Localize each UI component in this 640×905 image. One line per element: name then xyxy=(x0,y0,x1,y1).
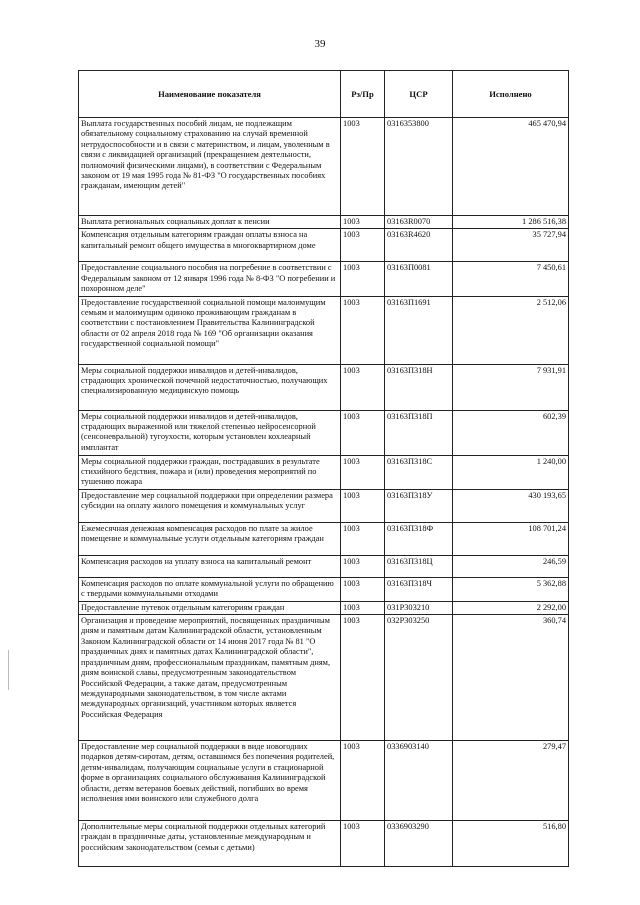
table-row xyxy=(79,741,569,821)
row-name: Ежемесячная денежная компенсация расходов по плате за жилое помещение и коммунальные услуги отдельным категориям граждан xyxy=(79,522,341,555)
table-row xyxy=(79,364,569,410)
row-name: Предоставление государственной социальной помощи малоимущим семьям и малоимущим одиноко проживающим гражданам в соответствии с постановлением Правительства Калининградской области от 02 апреля 2018 года № 169 "Об организации оказания государственной социальной помощи" xyxy=(79,296,341,364)
row-value: 7 450,61 xyxy=(453,262,569,296)
row-value: 360,74 xyxy=(453,615,569,741)
row-rz: 1003 xyxy=(341,229,385,262)
table-row xyxy=(79,555,569,577)
row-csr: 031Р303210 xyxy=(385,601,453,614)
table-row xyxy=(79,489,569,522)
row-value: 5 362,88 xyxy=(453,577,569,601)
row-rz: 1003 xyxy=(341,296,385,364)
header-rz: Рз/Пр xyxy=(341,71,385,118)
row-value: 7 931,91 xyxy=(453,364,569,410)
table-row xyxy=(79,296,569,364)
row-csr: 03163П318У xyxy=(385,489,453,522)
table-row xyxy=(79,522,569,555)
table-row xyxy=(79,615,569,741)
row-name: Дополнительные меры социальной поддержки отдельных категорий граждан в праздничные даты, установленные международным и российским законодательством (семьи с детьми) xyxy=(79,821,341,867)
row-name: Предоставление путевок отдельным категориям граждан xyxy=(79,601,341,614)
table-row xyxy=(79,118,569,216)
row-rz: 1003 xyxy=(341,216,385,229)
header-name: Наименование показателя xyxy=(79,71,341,118)
row-csr: 03163П318Ч xyxy=(385,577,453,601)
margin-mark xyxy=(8,650,13,690)
row-value: 1 286 516,38 xyxy=(453,216,569,229)
row-csr: 0336903140 xyxy=(385,741,453,821)
table-row xyxy=(79,821,569,867)
row-rz: 1003 xyxy=(341,821,385,867)
table-row xyxy=(79,577,569,601)
table-row xyxy=(79,601,569,614)
row-rz: 1003 xyxy=(341,601,385,614)
row-csr: 03163П318Н xyxy=(385,364,453,410)
table-row xyxy=(79,410,569,455)
row-name: Предоставление мер социальной поддержки при определении размера субсидии на оплату жилого помещения и коммунальных услуг xyxy=(79,489,341,522)
table-row xyxy=(79,262,569,296)
row-name: Меры социальной поддержки инвалидов и детей-инвалидов, страдающих выраженной или тяжелой степенью нейросенсорной (сенсоневральной) тугоухости, которым установлен кохлеарный имплантат xyxy=(79,410,341,455)
row-name: Компенсация отдельным категориям граждан оплаты взноса на капитальный ремонт общего имущества в многоквартирном доме xyxy=(79,229,341,262)
table-row xyxy=(79,229,569,262)
row-csr: 03163R4620 xyxy=(385,229,453,262)
row-value: 1 240,00 xyxy=(453,455,569,489)
row-csr: 03163П0081 xyxy=(385,262,453,296)
row-value: 2 512,06 xyxy=(453,296,569,364)
row-rz: 1003 xyxy=(341,555,385,577)
row-value: 516,80 xyxy=(453,821,569,867)
row-name: Выплата региональных социальных доплат к пенсии xyxy=(79,216,341,229)
row-rz: 1003 xyxy=(341,741,385,821)
row-rz: 1003 xyxy=(341,410,385,455)
row-csr: 03163П318С xyxy=(385,455,453,489)
row-name: Предоставление мер социальной поддержки в виде новогодних подарков детям-сиротам, детям, оставшимся без попечения родителей, детям-инвалидам, получающим социальные услуги в стационарной форме в организациях социального обслуживания Калининградской области, детям ветеранов боевых действий, погибших во время исполнения ими воинского или служебного долга xyxy=(79,741,341,821)
row-value: 108 701,24 xyxy=(453,522,569,555)
row-rz: 1003 xyxy=(341,577,385,601)
row-value: 35 727,94 xyxy=(453,229,569,262)
row-value: 465 470,94 xyxy=(453,118,569,216)
page-number: 39 xyxy=(314,38,326,50)
row-rz: 1003 xyxy=(341,489,385,522)
row-name: Меры социальной поддержки инвалидов и детей-инвалидов, страдающих хронической почечной недостаточностью, получающих специализированную медицинскую помощь xyxy=(79,364,341,410)
row-value: 602,39 xyxy=(453,410,569,455)
row-rz: 1003 xyxy=(341,455,385,489)
row-csr: 032Р303250 xyxy=(385,615,453,741)
row-csr: 03163П318Ц xyxy=(385,555,453,577)
header-row xyxy=(79,71,569,118)
row-value: 2 292,00 xyxy=(453,601,569,614)
row-csr: 03163П1691 xyxy=(385,296,453,364)
row-name: Организация и проведение мероприятий, посвященных праздничным дням и памятным датам Калининградской области, установленным Законом Калининградской области от 14 июня 2017 года № 81 "О праздничных днях и памятных датах Калининградской области", праздничным дням, профессиональным праздникам, памятным дням, дням воинской славы, предусмотренным законодательством Российской Федерации, а также датам, предусмотренным международными законодательством, в том числе актами международных организаций, участником которых является Российская Федерация xyxy=(79,615,341,741)
row-name: Предоставление социального пособия на погребение в соответствии с Федеральным законом от 12 января 1996 года № 8-ФЗ "О погребении и похоронном деле" xyxy=(79,262,341,296)
row-csr: 03163R0070 xyxy=(385,216,453,229)
report-table xyxy=(78,70,569,867)
row-rz: 1003 xyxy=(341,118,385,216)
row-csr: 03163П318П xyxy=(385,410,453,455)
row-name: Компенсация расходов на уплату взноса на капитальный ремонт xyxy=(79,555,341,577)
row-rz: 1003 xyxy=(341,262,385,296)
row-rz: 1003 xyxy=(341,615,385,741)
row-value: 430 193,65 xyxy=(453,489,569,522)
row-name: Меры социальной поддержки граждан, пострадавших в результате стихийного бедствия, пожара и (или) проведения мероприятий по тушению пожара xyxy=(79,455,341,489)
header-csr: ЦСР xyxy=(385,71,453,118)
row-name: Компенсация расходов по оплате коммунальной услуги по обращению с твердыми коммунальными отходами xyxy=(79,577,341,601)
table-row xyxy=(79,216,569,229)
row-name: Выплата государственных пособий лицам, не подлежащим обязательному социальному страхованию на случай временной нетрудоспособности и в связи с материнством, и лицам, уволенным в связи с ликвидацией организаций (прекращением деятельности, полномочий физическими лицами), в соответствии с Федеральным законом от 19 мая 1995 года № 81-ФЗ "О государственных пособиях гражданам, имеющим детей" xyxy=(79,118,341,216)
row-rz: 1003 xyxy=(341,522,385,555)
row-value: 279,47 xyxy=(453,741,569,821)
row-csr: 0336903290 xyxy=(385,821,453,867)
header-value: Исполнено xyxy=(453,71,569,118)
row-csr: 03163П318Ф xyxy=(385,522,453,555)
row-value: 246,59 xyxy=(453,555,569,577)
row-rz: 1003 xyxy=(341,364,385,410)
table-row xyxy=(79,455,569,489)
row-csr: 0316353800 xyxy=(385,118,453,216)
